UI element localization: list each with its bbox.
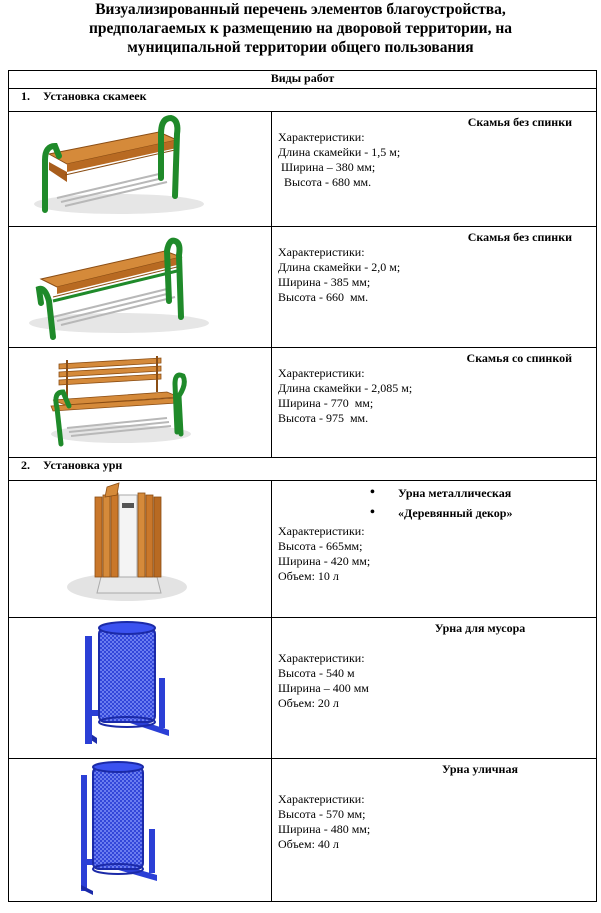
spacer	[278, 777, 590, 792]
bench-leg-left	[39, 289, 53, 337]
spec-line: Характеристики:	[278, 245, 365, 259]
spec-line: Характеристики:	[278, 366, 365, 380]
bench-with-back-image	[9, 348, 271, 455]
table-row	[9, 112, 597, 227]
urn-3-image-cell	[9, 759, 272, 902]
spec-line: Высота - 680 мм.	[278, 175, 372, 189]
spec-line: Высота - 665мм;	[278, 539, 363, 553]
spec-line: Высота - 570 мм;	[278, 807, 366, 821]
urn-wood-decor-image	[9, 481, 271, 615]
item-name: Урна для мусора	[434, 621, 526, 635]
bench-no-back-1-image	[9, 112, 271, 224]
urn-3-description	[272, 759, 597, 902]
bench-leg-right	[167, 241, 181, 317]
urn-1-description	[272, 481, 597, 618]
spec-line: Характеристики:	[278, 651, 365, 665]
spec-line: Ширина - 480 мм;	[278, 822, 371, 836]
bench-3-image-cell	[9, 348, 272, 458]
bench-3-description	[272, 348, 597, 458]
urn-street-image	[9, 759, 271, 899]
item-name: Скамья без спинки	[467, 115, 573, 129]
bench-2-description	[272, 227, 597, 348]
item-name: Урна уличная	[442, 762, 518, 776]
item-name: Скамья со спинкой	[466, 351, 573, 365]
title-line-2: предполагаемых к размещению на дворовой территории, на	[88, 20, 513, 37]
spec-line: Длина скамейки - 1,5 м;	[278, 145, 401, 159]
spec-line: Ширина - 770 мм;	[278, 396, 374, 410]
spec-line: Высота - 540 м	[278, 666, 355, 680]
spec-line: Ширина – 400 мм	[278, 681, 369, 695]
spec-line: Объем: 40 л	[278, 837, 339, 851]
table-row	[9, 227, 597, 348]
spec-line: Объем: 20 л	[278, 696, 339, 710]
bench-1-image-cell	[9, 112, 272, 227]
urn-2-image-cell	[9, 618, 272, 759]
bench-frame-right	[175, 375, 184, 434]
table-header: Виды работ	[9, 71, 597, 89]
table-row	[9, 618, 597, 759]
spec-line: Длина скамейки - 2,0 м;	[278, 260, 401, 274]
spec-line: Ширина – 380 мм;	[278, 160, 376, 174]
section-urns-row	[9, 458, 597, 481]
spec-line: Характеристики:	[278, 130, 365, 144]
spec-line: Объем: 10 л	[278, 569, 339, 583]
item-name: Скамья без спинки	[467, 230, 573, 244]
table-row	[9, 348, 597, 458]
spec-line: Высота - 660 мм.	[278, 290, 369, 304]
bench-leg-right	[161, 118, 177, 196]
section-title: Установка урн	[43, 458, 123, 472]
bench-2-image-cell	[9, 227, 272, 348]
urn-1-image-cell	[9, 481, 272, 618]
spec-line: Характеристики:	[278, 524, 365, 538]
section-number: 2.	[21, 458, 30, 472]
bench-no-back-2-image	[9, 227, 271, 345]
table-row	[9, 481, 597, 618]
section-title: Установка скамеек	[43, 89, 147, 103]
spec-line: Ширина - 385 мм;	[278, 275, 371, 289]
bench-1-description	[272, 112, 597, 227]
bullet-item: • «Деревянный декор»	[278, 504, 590, 524]
works-table	[8, 70, 597, 902]
spec-line: Ширина - 420 мм;	[278, 554, 371, 568]
urn-2-description	[272, 618, 597, 759]
section-number: 1.	[21, 89, 30, 103]
spec-line: Длина скамейки - 2,085 м;	[278, 381, 413, 395]
title-line-3: муниципальной территории общего пользования	[127, 39, 474, 56]
urn-bullet-list	[278, 484, 590, 524]
page-title	[0, 0, 601, 57]
bullet-item: • Урна металлическая	[278, 484, 590, 504]
section-benches-row	[9, 89, 597, 112]
spacer	[278, 636, 590, 651]
title-line-1: Визуализированный перечень элементов благоустройства,	[95, 1, 506, 18]
spec-line: Характеристики:	[278, 792, 365, 806]
urn-trash-image	[9, 618, 271, 756]
table-row	[9, 759, 597, 902]
spec-line: Высота - 975 мм.	[278, 411, 369, 425]
